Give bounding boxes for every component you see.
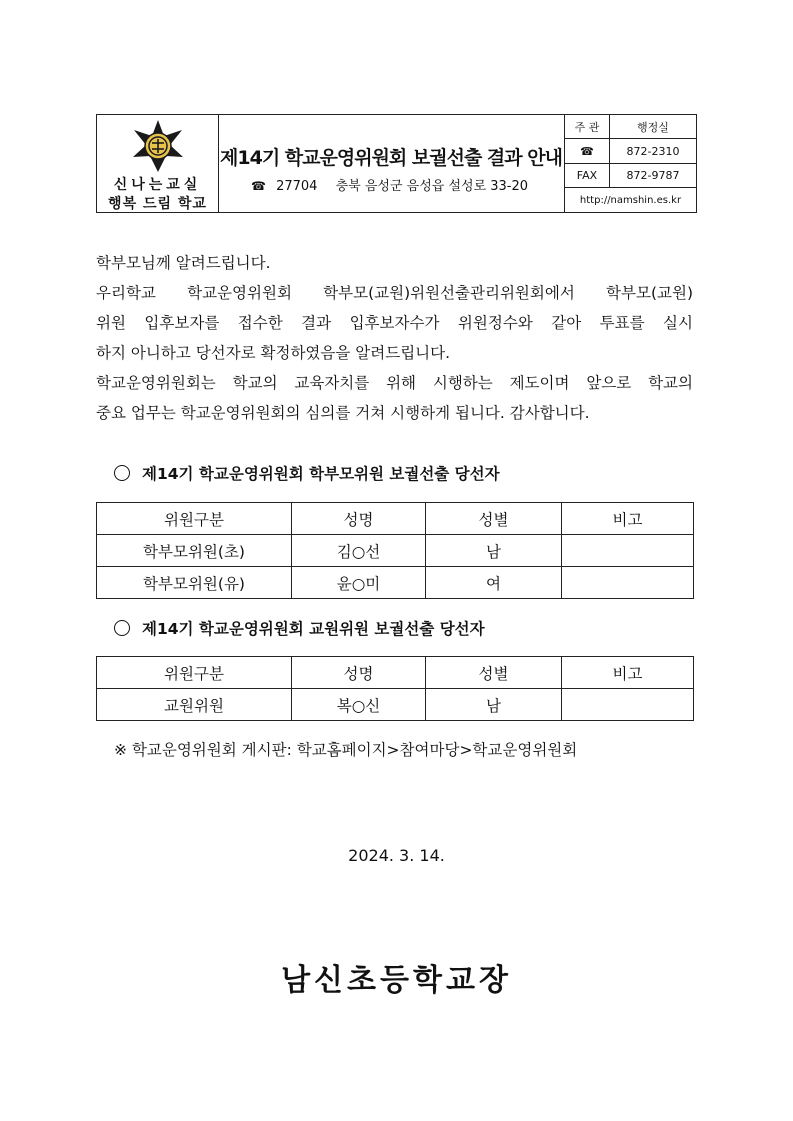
parent-members-table xyxy=(96,502,694,599)
cell-category: 학부모위원(초) xyxy=(97,535,292,567)
paragraph-1-line-3: 하지 아니하고 당선자로 확정하였음을 알려드립니다. xyxy=(96,344,451,362)
section-parent-members-title xyxy=(114,462,500,484)
host-label: 주 관 xyxy=(565,115,610,139)
section-title-text: 제14기 학교운영위원회 교원위원 보궐선출 당선자 xyxy=(142,620,485,638)
document-date: 2024. 3. 14. xyxy=(348,846,445,865)
table-header-row xyxy=(97,503,694,535)
school-motto-line1: 신나는교실 xyxy=(113,177,202,193)
header-remarks: 비고 xyxy=(562,503,694,535)
cell-gender: 여 xyxy=(426,567,562,599)
cell-remarks xyxy=(562,689,694,721)
paragraph-2-line-1: 학교운영위원회는 학교의 교육자치를 위해 시행하는 제도이며 앞으로 학교의 xyxy=(96,374,693,392)
cell-category: 학부모위원(유) xyxy=(97,567,292,599)
header-gender: 성별 xyxy=(426,657,562,689)
table-header-row xyxy=(97,657,694,689)
circle-bullet-icon xyxy=(114,620,130,636)
paragraph-2-line-2: 중요 업무는 학교운영위원회의 심의를 거쳐 시행하게 됩니다. 감사합니다. xyxy=(96,404,590,422)
table-row xyxy=(97,535,694,567)
cell-name: 윤○미 xyxy=(292,567,426,599)
title-cell xyxy=(219,115,563,212)
fax-label: FAX xyxy=(565,163,610,188)
cell-name: 김○선 xyxy=(292,535,426,567)
header-name: 성명 xyxy=(292,503,426,535)
school-address xyxy=(251,175,528,194)
header-remarks: 비고 xyxy=(562,657,694,689)
header-name: 성명 xyxy=(292,657,426,689)
section-teacher-members-title xyxy=(114,617,485,639)
announcement-body xyxy=(96,248,693,428)
host-value: 행정실 xyxy=(610,115,697,139)
cell-gender: 남 xyxy=(426,689,562,721)
board-notice: ※ 학교운영위원회 게시판: 학교홈페이지>참여마당>학교운영위원회 xyxy=(114,741,578,759)
greeting: 학부모님께 알려드립니다. xyxy=(96,254,271,272)
paragraph-1-line-2: 위원 입후보자를 접수한 결과 입후보자수가 위원정수와 같아 투표를 실시 xyxy=(96,314,693,332)
paragraph-1-line-1: 우리학교 학교운영위원회 학부모(교원)위원선출관리위원회에서 학부모(교원) xyxy=(96,284,693,302)
header-category: 위원구분 xyxy=(97,503,292,535)
header-category: 위원구분 xyxy=(97,657,292,689)
postal-code: 27704 xyxy=(276,179,318,194)
phone-icon: ☎ xyxy=(565,139,610,164)
teacher-members-table xyxy=(96,656,694,721)
phone-value: 872-2310 xyxy=(610,139,697,164)
school-website-link[interactable]: http://namshin.es.kr xyxy=(565,188,697,212)
contact-info-table xyxy=(564,115,696,212)
logo-cell xyxy=(97,115,219,212)
school-emblem-icon xyxy=(131,119,185,173)
cell-category: 교원위원 xyxy=(97,689,292,721)
table-row xyxy=(97,689,694,721)
header-gender: 성별 xyxy=(426,503,562,535)
cell-remarks xyxy=(562,567,694,599)
cell-remarks xyxy=(562,535,694,567)
table-row xyxy=(97,567,694,599)
section-title-text: 제14기 학교운영위원회 학부모위원 보궐선출 당선자 xyxy=(142,465,500,483)
school-motto-line2: 행복 드림 학교 xyxy=(108,196,207,212)
cell-gender: 남 xyxy=(426,535,562,567)
circle-bullet-icon xyxy=(114,465,130,481)
document-title: 제14기 학교운영위원회 보궐선출 결과 안내 xyxy=(220,147,562,169)
street-address: 충북 음성군 음성읍 설성로 33-20 xyxy=(335,179,529,194)
letterhead xyxy=(96,114,697,213)
mail-icon: ☎ xyxy=(251,179,266,193)
cell-name: 복○신 xyxy=(292,689,426,721)
fax-value: 872-9787 xyxy=(610,163,697,188)
principal-signature: 남신초등학교장 xyxy=(281,963,512,998)
